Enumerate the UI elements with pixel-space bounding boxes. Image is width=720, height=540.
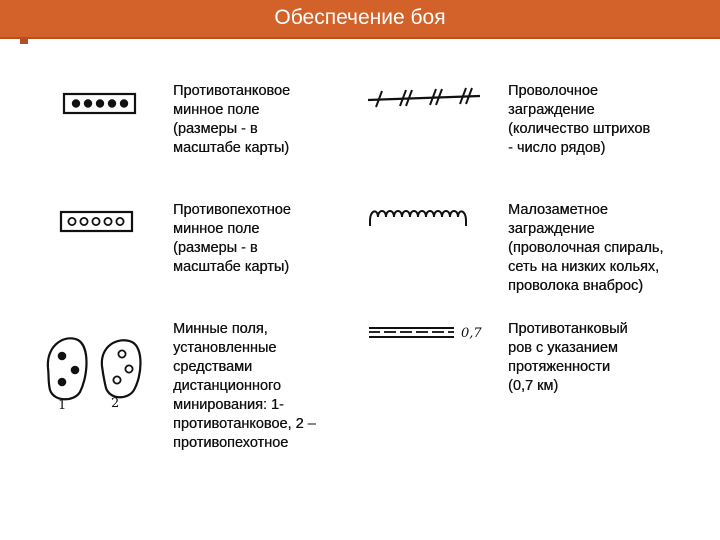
ditch-length-label: 0,7 xyxy=(461,326,482,341)
antitank-minefield-icon xyxy=(60,90,140,118)
wire-obstacle-text: Проволочное заграждение (количество штрихов - число рядов) xyxy=(508,83,651,156)
antitank-ditch-text: Противотанковый ров с указанием протяженности (0,7 км) xyxy=(508,321,628,394)
antitank-ditch-icon xyxy=(366,322,458,344)
wire-obstacle-icon xyxy=(364,84,484,112)
concertina-wire-icon xyxy=(364,203,474,231)
antipersonnel-minefield-icon xyxy=(57,209,137,235)
antipersonnel-label: 2 xyxy=(111,396,120,411)
antipersonnel-minefield-text: Противопехотное минное поле (размеры - в масштабе карты) xyxy=(173,202,291,275)
antitank-minefield-text: Противотанковое минное поле (размеры - в масштабе карты) xyxy=(173,83,291,156)
corner-mark xyxy=(20,37,28,44)
remote-minefield-text: Минные поля, установленные средствами дистанционного минирования: 1- противотанковое, 2 – противопехотное xyxy=(173,321,316,451)
slide-header xyxy=(0,0,720,39)
remote-minefield-icon xyxy=(40,330,150,412)
antitank-label: 1 xyxy=(58,398,67,413)
concertina-wire-text: Малозаметное заграждение (проволочная спираль, сеть на низких кольях, проволока внаброс) xyxy=(508,202,664,294)
slide-title: Обеспечение боя xyxy=(274,6,446,29)
